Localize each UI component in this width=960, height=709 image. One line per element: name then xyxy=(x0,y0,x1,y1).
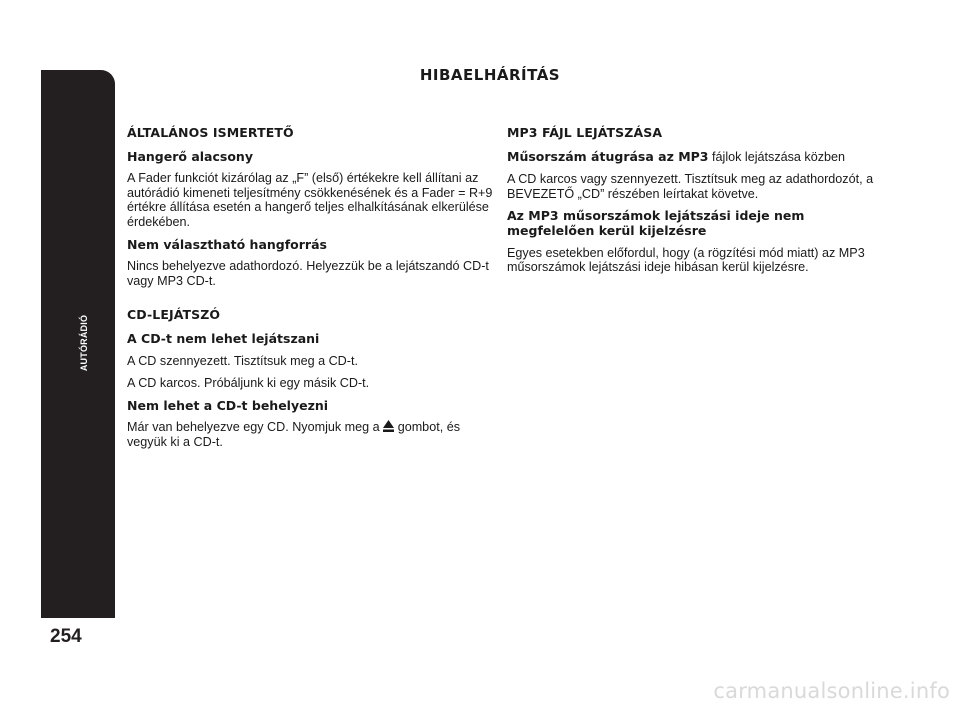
low-volume-heading: Hangerő alacsony xyxy=(127,148,253,164)
cd-cannot-insert-text xyxy=(127,420,497,449)
cd-insert-text-before: Már van behelyezve egy CD. Nyomjuk meg a xyxy=(127,420,380,435)
skip-text: fájlok lejátszása közben xyxy=(712,149,846,164)
duration-text: Egyes esetekben előfordul, hogy (a rögzítési mód miatt) az MP3 műsorszámok lejátszási ideje hibásan kerül kijelzésre. xyxy=(507,245,865,275)
duration-heading: Az MP3 műsorszámok lejátszási ideje nem megfelelően kerül kijelzésre xyxy=(507,208,805,238)
chapter-side-bar xyxy=(41,70,115,618)
page-number: 254 xyxy=(50,626,82,647)
cd-cannot-insert-heading: Nem lehet a CD-t behelyezni xyxy=(127,397,329,413)
skip-heading: Műsorszám átugrása az MP3 xyxy=(507,148,709,164)
left-column xyxy=(127,126,497,458)
mp3-heading: MP3 FÁJL LEJÁTSZÁSA xyxy=(507,125,663,140)
right-column xyxy=(507,126,877,283)
page-title: HIBAELHÁRÍTÁS xyxy=(419,66,561,84)
eject-icon xyxy=(383,420,394,432)
no-source-text: Nincs behelyezve adathordozó. Helyezzük be a lejátszandó CD-t vagy MP3 CD-t. xyxy=(127,259,489,288)
cd-insert-text-after: gombot, és vegyük ki a CD-t. xyxy=(127,420,460,449)
cd-scratched-text: A CD karcos. Próbáljunk ki egy másik CD-t. xyxy=(127,376,370,391)
cd-heading: CD-LEJÁTSZÓ xyxy=(127,307,221,323)
chapter-label: AUTÓRÁDIÓ xyxy=(79,314,89,372)
watermark: carmanualsonline.info xyxy=(713,679,950,703)
skip-line xyxy=(507,150,877,165)
skip-body: A CD karcos vagy szennyezett. Tisztítsuk meg az adathordozót, a BEVEZETŐ „CD” részében leírtakat követve. xyxy=(507,172,874,201)
general-heading: ÁLTALÁNOS ISMERTETŐ xyxy=(127,125,294,140)
no-source-heading: Nem választható hangforrás xyxy=(127,236,327,252)
cd-dirty-text: A CD szennyezett. Tisztítsuk meg a CD-t. xyxy=(127,353,358,368)
low-volume-text: A Fader funkciót kizárólag az „F” (első) értékekre kell állítani az autórádió kimeneti teljesítmény csökkenésének és a Fader = R+9 értékre állítása esetén a hangerő teljes elhalkításának elkerülése érdekében. xyxy=(127,171,493,229)
cd-cannot-play-heading: A CD-t nem lehet lejátszani xyxy=(127,330,320,346)
